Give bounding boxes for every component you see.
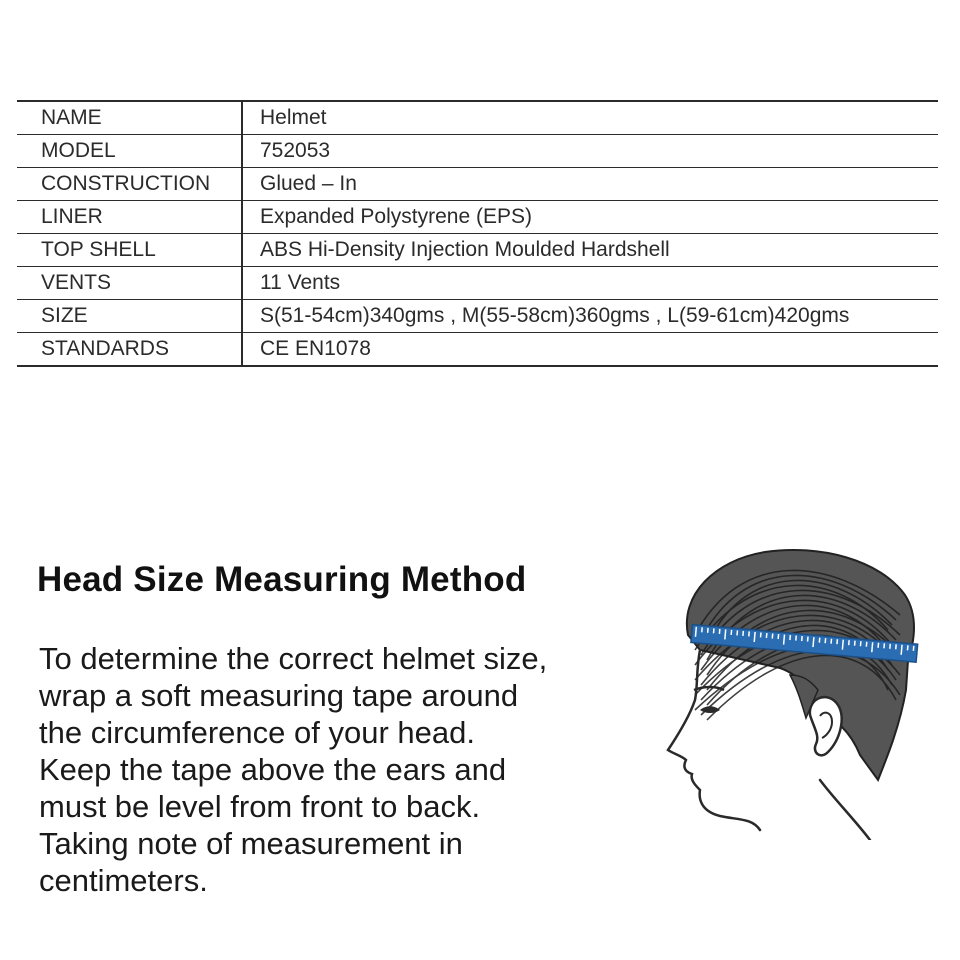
table-row xyxy=(17,201,938,234)
instruction-line: Taking note of measurement in xyxy=(39,826,463,861)
spec-value: S(51-54cm)340gms , M(55-58cm)360gms , L(59-61cm)420gms xyxy=(242,300,938,333)
spec-label: VENTS xyxy=(17,267,242,300)
table-row xyxy=(17,333,938,367)
hair-shape xyxy=(687,550,914,780)
spec-label: STANDARDS xyxy=(17,333,242,367)
table-row xyxy=(17,168,938,201)
spec-label: CONSTRUCTION xyxy=(17,168,242,201)
spec-label: MODEL xyxy=(17,135,242,168)
spec-label: SIZE xyxy=(17,300,242,333)
ear xyxy=(810,697,842,755)
table-row xyxy=(17,267,938,300)
spec-value: 752053 xyxy=(242,135,938,168)
instruction-line: must be level from front to back. xyxy=(39,789,481,824)
table-row xyxy=(17,234,938,267)
table-row xyxy=(17,135,938,168)
spec-label: TOP SHELL xyxy=(17,234,242,267)
spec-value: 11 Vents xyxy=(242,267,938,300)
spec-value: ABS Hi-Density Injection Moulded Hardshell xyxy=(242,234,938,267)
table-row xyxy=(17,101,938,135)
instruction-line: the circumference of your head. xyxy=(39,715,475,750)
spec-value: Glued – In xyxy=(242,168,938,201)
instruction-line: centimeters. xyxy=(39,863,208,898)
spec-value: CE EN1078 xyxy=(260,337,371,360)
instruction-line: To determine the correct helmet size, xyxy=(39,641,548,676)
spec-label: NAME xyxy=(17,101,242,135)
neck-line xyxy=(820,780,870,840)
spec-value: Helmet xyxy=(242,101,938,135)
instruction-line: wrap a soft measuring tape around xyxy=(39,678,519,713)
spec-value: Expanded Polystyrene (EPS) xyxy=(242,201,938,234)
instructions-paragraph xyxy=(39,640,669,899)
instruction-line: Keep the tape above the ears and xyxy=(39,752,507,787)
head-measuring-tape-icon xyxy=(660,540,930,840)
spec-label: LINER xyxy=(17,201,242,234)
spec-table xyxy=(17,100,938,367)
table-row xyxy=(17,300,938,333)
section-heading: Head Size Measuring Method xyxy=(37,560,527,599)
